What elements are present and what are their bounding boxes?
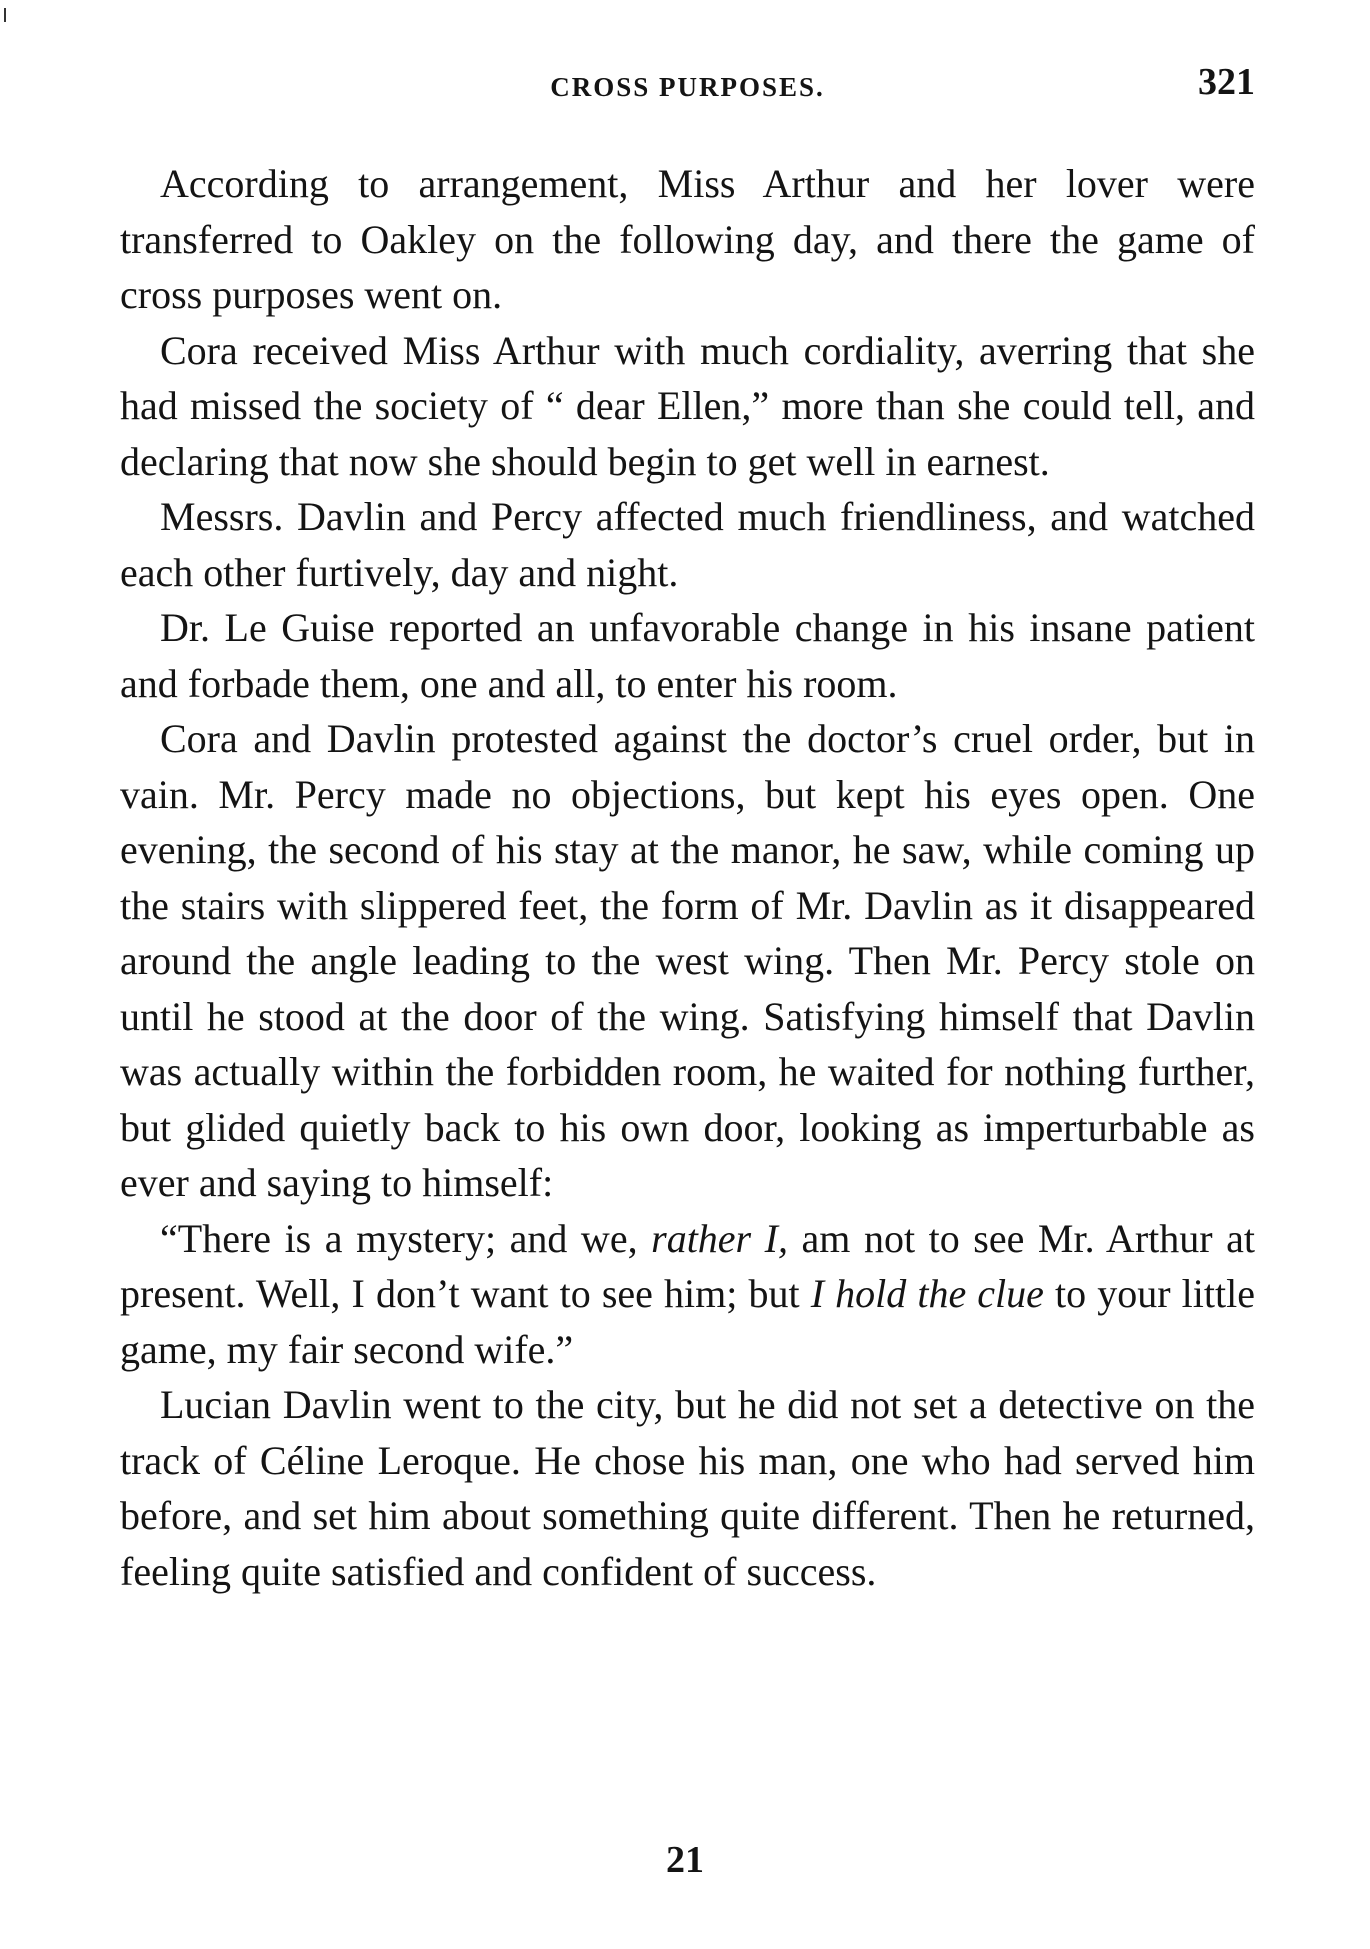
running-head bbox=[120, 58, 1255, 118]
running-title: CROSS PURPOSES. bbox=[550, 72, 825, 102]
paragraph bbox=[120, 323, 1255, 490]
text-run: Cora received Miss Arthur with much cordiality, averring that she had missed the society of “ dear Ellen,” more than she could tell, and declaring that now she should begin to get well in earnest. bbox=[120, 327, 1255, 484]
paragraph bbox=[120, 600, 1255, 711]
body-text bbox=[120, 156, 1255, 1599]
text-run: am not to see Mr. Arthur at present. Well, I don’t want to see him; but bbox=[120, 1215, 1255, 1316]
text-run: Messrs. Davlin and Percy affected much friendliness, and watched each other furtively, day and night. bbox=[120, 494, 1255, 595]
text-run: Cora and Davlin protested against the doctor’s cruel order, but in vain. Mr. Percy made no objections, but kept his eyes open. One evening, the second of his stay at the manor, he saw, while coming up the stairs with slippered feet, the form of Mr. Davlin as it disappeared around the angle leading to the west wing. Then Mr. Percy stole on until he stood at the door of the wing. Satisfying himself that Davlin was actually within the forbidden room, he waited for nothing further, but glided quietly back to his own door, looking as imperturbable as ever and saying to himself: bbox=[120, 716, 1255, 1205]
paragraph bbox=[120, 1211, 1255, 1378]
paragraph bbox=[120, 1377, 1255, 1599]
italic-text: rather I, bbox=[651, 1215, 788, 1261]
paragraph bbox=[120, 156, 1255, 323]
scan-edge-mark bbox=[4, 8, 6, 22]
italic-text: I hold the clue bbox=[810, 1271, 1044, 1316]
page-number: 321 bbox=[1198, 61, 1255, 103]
paragraph bbox=[120, 489, 1255, 600]
text-run: to your little game, my fair second wife.” bbox=[120, 1271, 1255, 1372]
text-run: Lucian Davlin went to the city, but he did not set a detective on the track of Céline Leroque. He chose his man, one who had served him before, and set him about something quite different. Then he returned, feeling quite satisfied and confident of success. bbox=[120, 1382, 1255, 1594]
signature-mark: 21 bbox=[666, 1839, 704, 1881]
text-run: Dr. Le Guise reported an unfavorable change in his insane patient and forbade them, one and all, to enter his room. bbox=[120, 605, 1255, 706]
paragraph bbox=[120, 711, 1255, 1211]
text-run: “There is a mystery; and we, bbox=[160, 1215, 652, 1261]
text-run: According to arrangement, Miss Arthur and her lover were transferred to Oakley on the following day, and there the game of cross purposes went on. bbox=[120, 161, 1255, 317]
